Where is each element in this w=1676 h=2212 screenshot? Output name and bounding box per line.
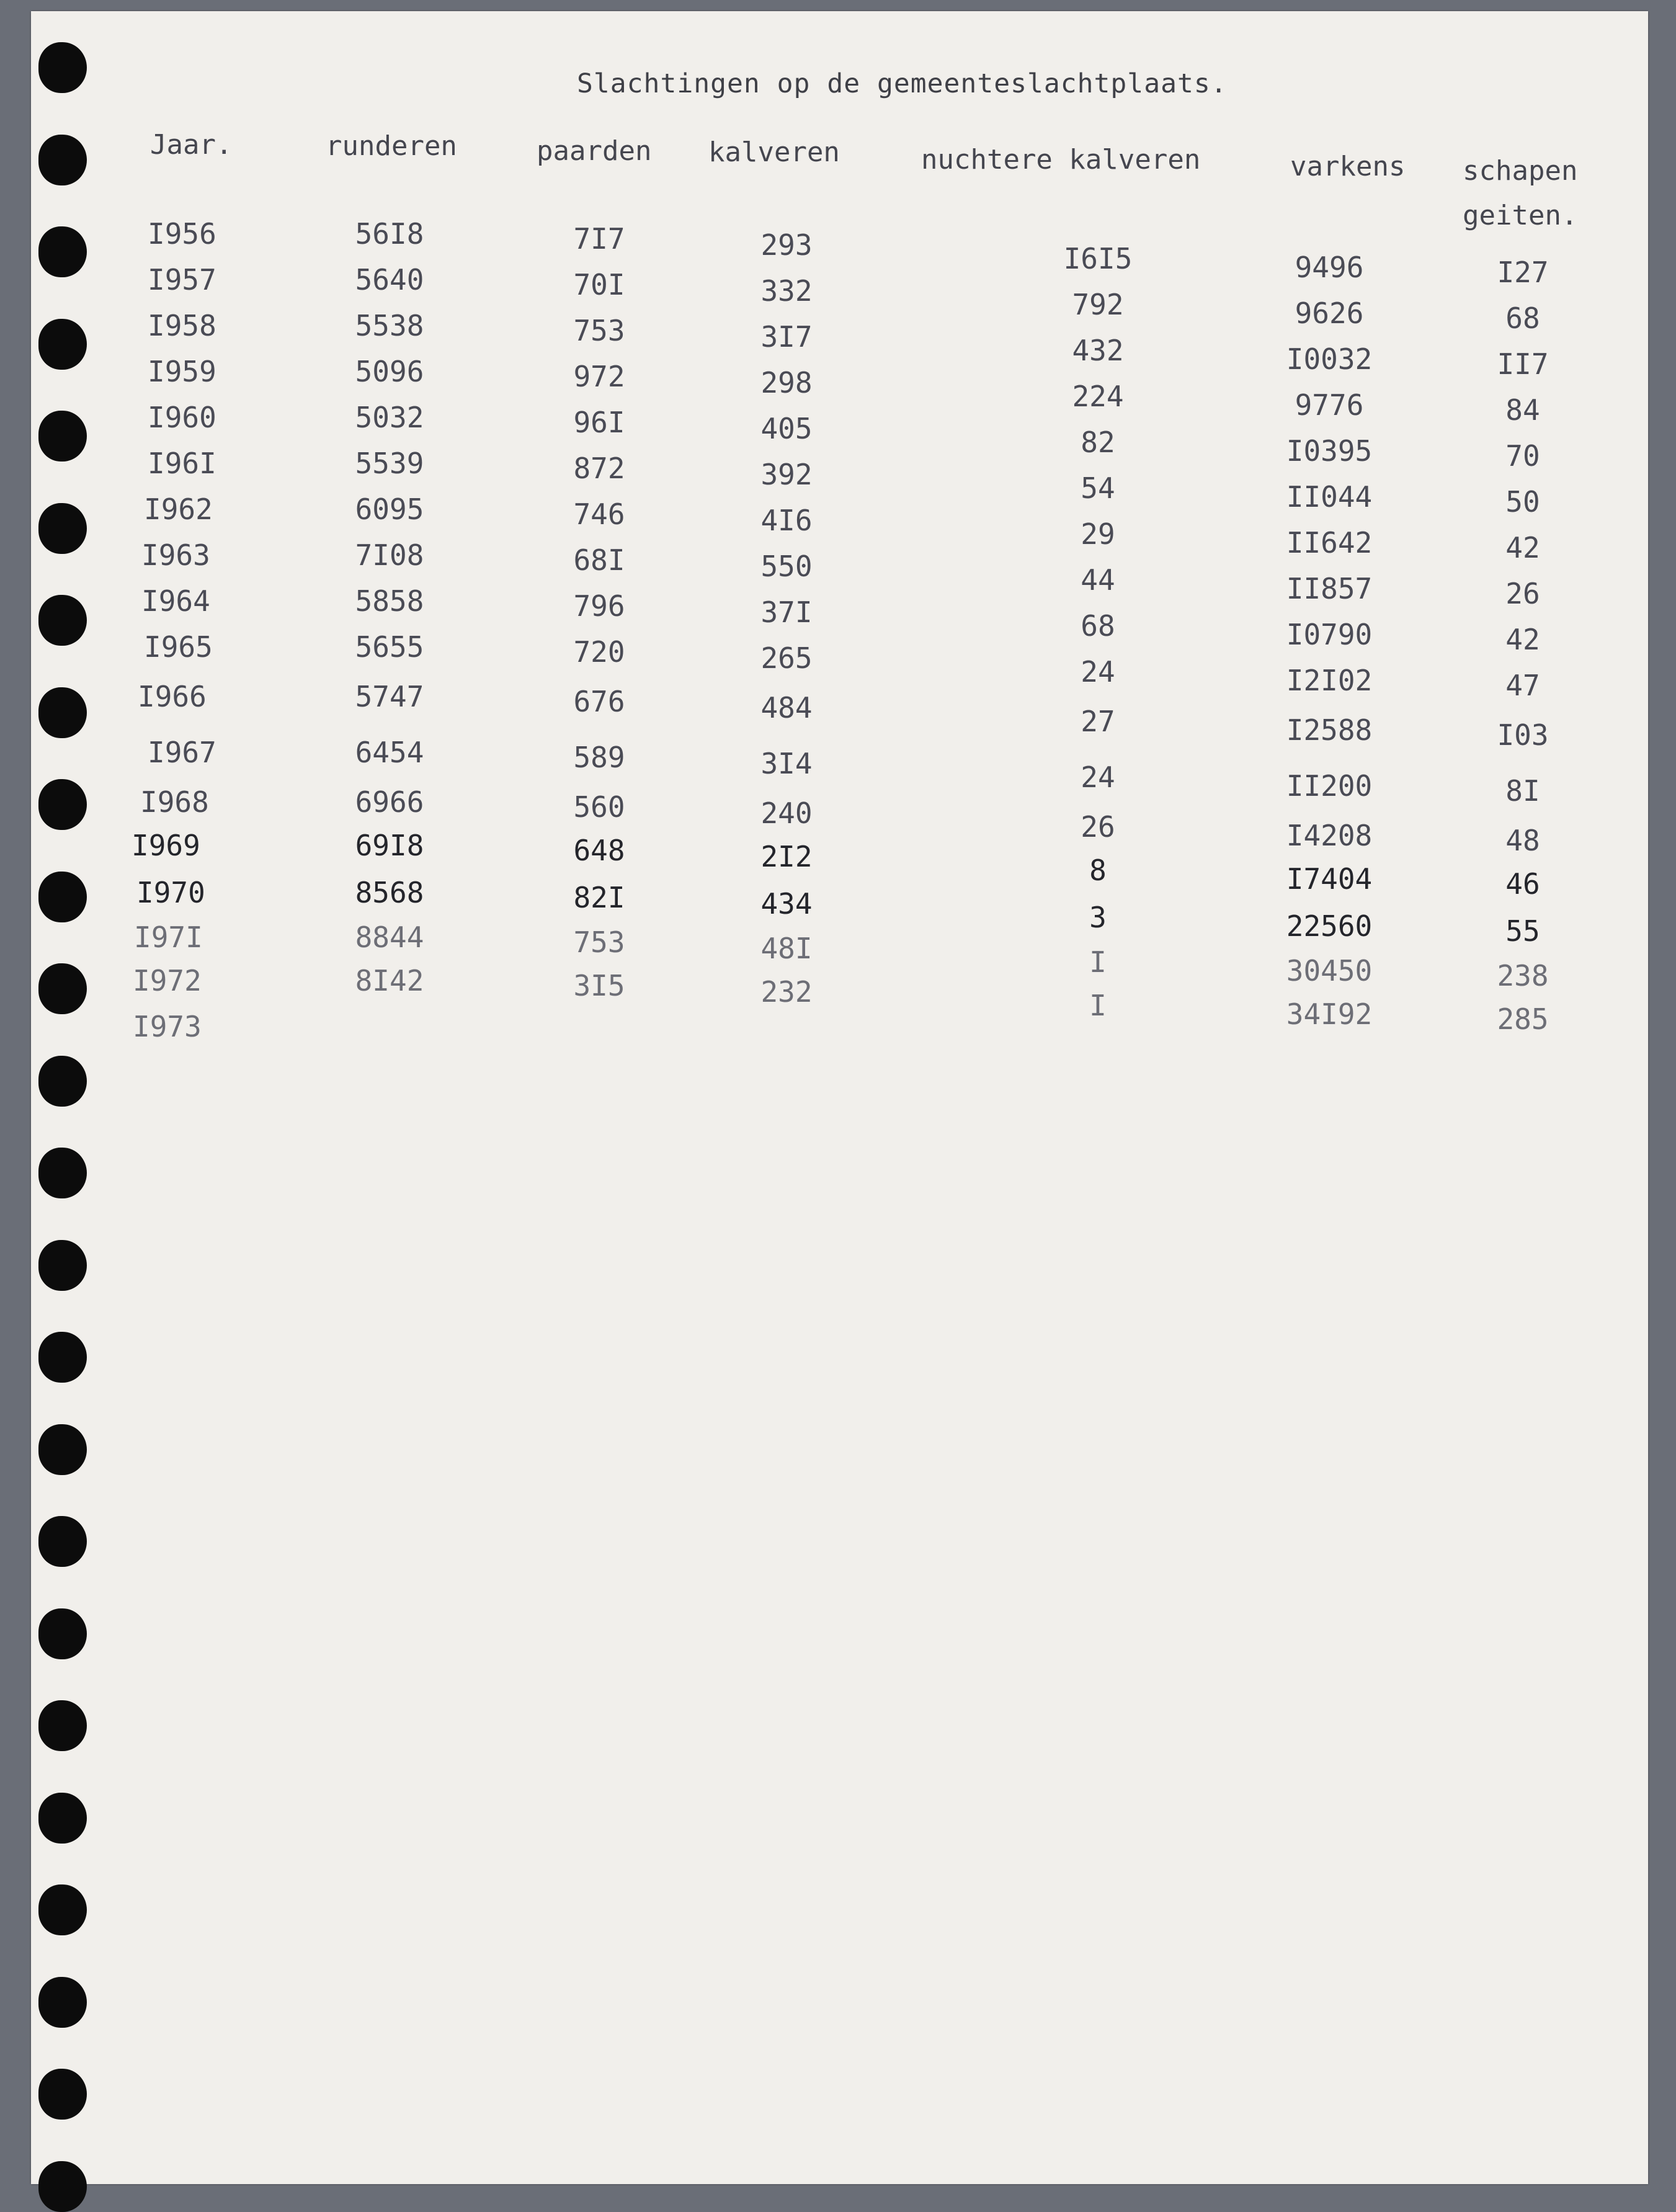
header-nuchtere-kalveren: nuchtere kalveren (921, 144, 1201, 176)
cell-runderen: 5747 (355, 680, 424, 713)
cell-paarden: 676 (573, 685, 625, 718)
cell-varkens: I7404 (1286, 862, 1373, 896)
cell-paarden: 589 (573, 741, 625, 774)
cell-runderen: 5655 (355, 630, 424, 664)
cell-nuchtere: 24 (1081, 655, 1115, 689)
header-geiten: geiten. (1463, 200, 1578, 231)
binder-hole (38, 963, 87, 1014)
cell-kalveren: 265 (760, 641, 813, 675)
cell-nuchtere: 82 (1081, 426, 1115, 459)
cell-runderen: 5032 (355, 401, 424, 434)
cell-year: I962 (144, 493, 213, 526)
cell-year: I956 (148, 217, 216, 251)
cell-schapen: 26 (1505, 577, 1540, 610)
cell-nuchtere: I (1089, 945, 1107, 979)
binder-hole (38, 1148, 87, 1198)
cell-year: I959 (148, 355, 216, 388)
cell-year: I958 (148, 309, 216, 342)
cell-schapen: 285 (1497, 1002, 1549, 1036)
cell-kalveren: 2I2 (760, 840, 813, 873)
cell-nuchtere: 29 (1081, 517, 1115, 551)
cell-kalveren: 434 (760, 887, 813, 921)
cell-kalveren: 332 (760, 274, 813, 308)
binder-hole (38, 1608, 87, 1659)
cell-paarden: 972 (573, 360, 625, 393)
cell-schapen: 55 (1505, 914, 1540, 948)
cell-kalveren: 298 (760, 366, 813, 399)
cell-paarden: 70I (573, 268, 625, 301)
cell-varkens: 30450 (1286, 954, 1373, 988)
cell-nuchtere: I6I5 (1063, 242, 1133, 275)
binder-hole (38, 687, 87, 738)
cell-schapen: 47 (1505, 669, 1540, 702)
cell-kalveren: 232 (760, 975, 813, 1009)
cell-nuchtere: 3 (1089, 901, 1107, 934)
cell-runderen: 8I42 (355, 964, 424, 997)
cell-varkens: 34I92 (1286, 997, 1373, 1031)
cell-schapen: I27 (1497, 256, 1549, 289)
cell-varkens: I4208 (1286, 819, 1373, 852)
cell-year: I969 (131, 829, 200, 862)
cell-varkens: II200 (1286, 769, 1373, 803)
cell-schapen: 84 (1505, 393, 1540, 427)
cell-paarden: 753 (573, 314, 625, 347)
binder-hole (38, 2069, 87, 2120)
cell-varkens: I0395 (1286, 434, 1373, 468)
cell-schapen: 42 (1505, 623, 1540, 656)
binder-hole (38, 226, 87, 277)
binder-hole (38, 1240, 87, 1291)
binder-hole (38, 595, 87, 646)
cell-kalveren: 293 (760, 228, 813, 262)
cell-varkens: 9496 (1295, 251, 1364, 284)
header-paarden: paarden (537, 135, 652, 167)
binder-hole (38, 1056, 87, 1107)
cell-nuchtere: 54 (1081, 471, 1115, 505)
cell-runderen: 69I8 (355, 829, 424, 862)
cell-paarden: 7I7 (573, 222, 625, 256)
binder-hole (38, 779, 87, 830)
cell-year: I96I (148, 447, 216, 480)
cell-paarden: 68I (573, 543, 625, 577)
cell-year: I957 (148, 263, 216, 297)
cell-year: I970 (136, 876, 205, 909)
cell-runderen: 5096 (355, 355, 424, 388)
cell-year: I967 (148, 736, 216, 769)
cell-nuchtere: 432 (1072, 334, 1124, 367)
cell-schapen: 42 (1505, 531, 1540, 564)
header-runderen: runderen (326, 130, 457, 162)
cell-kalveren: 4I6 (760, 504, 813, 537)
cell-schapen: 238 (1497, 959, 1549, 992)
cell-varkens: II642 (1286, 526, 1373, 560)
binder-hole (38, 1977, 87, 2028)
cell-paarden: 720 (573, 635, 625, 669)
cell-varkens: II044 (1286, 480, 1373, 514)
cell-varkens: I2I02 (1286, 664, 1373, 697)
cell-paarden: 3I5 (573, 969, 625, 1002)
binder-hole (38, 42, 87, 93)
binder-hole (38, 2161, 87, 2212)
cell-paarden: 560 (573, 790, 625, 824)
cell-nuchtere: 8 (1089, 854, 1107, 887)
cell-schapen: 8I (1505, 774, 1540, 808)
cell-nuchtere: 792 (1072, 288, 1124, 321)
cell-varkens: I0790 (1286, 618, 1373, 651)
cell-schapen: II7 (1497, 347, 1549, 381)
cell-runderen: 6966 (355, 785, 424, 819)
cell-kalveren: 48I (760, 932, 813, 965)
binder-hole (38, 1332, 87, 1383)
cell-runderen: 8568 (355, 876, 424, 909)
cell-nuchtere: 27 (1081, 705, 1115, 738)
cell-year: I964 (141, 584, 210, 618)
cell-varkens: I2588 (1286, 713, 1373, 747)
cell-nuchtere: I (1089, 989, 1107, 1022)
binder-hole (38, 1793, 87, 1844)
paper-sheet (31, 11, 1648, 2184)
cell-varkens: 9626 (1295, 297, 1364, 330)
cell-paarden: 746 (573, 497, 625, 531)
binder-hole (38, 1700, 87, 1751)
cell-kalveren: 3I4 (760, 747, 813, 780)
cell-varkens: I0032 (1286, 342, 1373, 376)
cell-year: I965 (144, 630, 213, 664)
cell-varkens: 9776 (1295, 388, 1364, 422)
cell-year: I97I (134, 921, 203, 954)
cell-runderen: 5858 (355, 584, 424, 618)
cell-runderen: 8844 (355, 921, 424, 954)
cell-paarden: 872 (573, 452, 625, 485)
cell-varkens: II857 (1286, 572, 1373, 605)
binder-hole (38, 503, 87, 554)
cell-nuchtere: 44 (1081, 563, 1115, 597)
cell-paarden: 753 (573, 925, 625, 959)
binder-hole (38, 411, 87, 462)
page-title: Slachtingen op de gemeenteslachtplaats. (577, 68, 1228, 99)
cell-year: I968 (140, 785, 209, 819)
cell-runderen: 5640 (355, 263, 424, 297)
cell-kalveren: 3I7 (760, 320, 813, 354)
cell-kalveren: 550 (760, 550, 813, 583)
cell-nuchtere: 26 (1081, 810, 1115, 844)
cell-schapen: 50 (1505, 485, 1540, 519)
cell-schapen: I03 (1497, 718, 1549, 752)
header-kalveren: kalveren (708, 136, 840, 168)
cell-kalveren: 392 (760, 458, 813, 491)
cell-year: I960 (148, 401, 216, 434)
cell-year: I972 (133, 964, 202, 997)
cell-nuchtere: 68 (1081, 609, 1115, 643)
binder-hole (38, 1884, 87, 1935)
binder-hole (38, 135, 87, 185)
binder-hole (38, 872, 87, 922)
cell-kalveren: 484 (760, 691, 813, 725)
header-varkens: varkens (1290, 151, 1406, 182)
cell-runderen: 5538 (355, 309, 424, 342)
cell-runderen: 5539 (355, 447, 424, 480)
cell-year: I963 (141, 538, 210, 572)
binder-hole (38, 1516, 87, 1567)
cell-schapen: 48 (1505, 824, 1540, 857)
cell-runderen: 6454 (355, 736, 424, 769)
cell-paarden: 82I (573, 881, 625, 914)
cell-year: I966 (138, 680, 207, 713)
cell-kalveren: 405 (760, 412, 813, 445)
cell-schapen: 70 (1505, 439, 1540, 473)
cell-kalveren: 240 (760, 796, 813, 830)
cell-varkens: 22560 (1286, 909, 1373, 943)
header-schapen: schapen (1463, 155, 1578, 187)
cell-schapen: 46 (1505, 867, 1540, 901)
binder-hole (38, 1424, 87, 1475)
cell-paarden: 796 (573, 589, 625, 623)
binder-hole (38, 319, 87, 370)
cell-nuchtere: 24 (1081, 760, 1115, 794)
cell-runderen: 56I8 (355, 217, 424, 251)
cell-runderen: 7I08 (355, 538, 424, 572)
cell-nuchtere: 224 (1072, 380, 1124, 413)
cell-paarden: 648 (573, 834, 625, 867)
cell-year: I973 (133, 1010, 202, 1043)
header-year: Jaar. (150, 129, 233, 161)
cell-kalveren: 37I (760, 595, 813, 629)
cell-schapen: 68 (1505, 301, 1540, 335)
cell-runderen: 6095 (355, 493, 424, 526)
cell-paarden: 96I (573, 406, 625, 439)
